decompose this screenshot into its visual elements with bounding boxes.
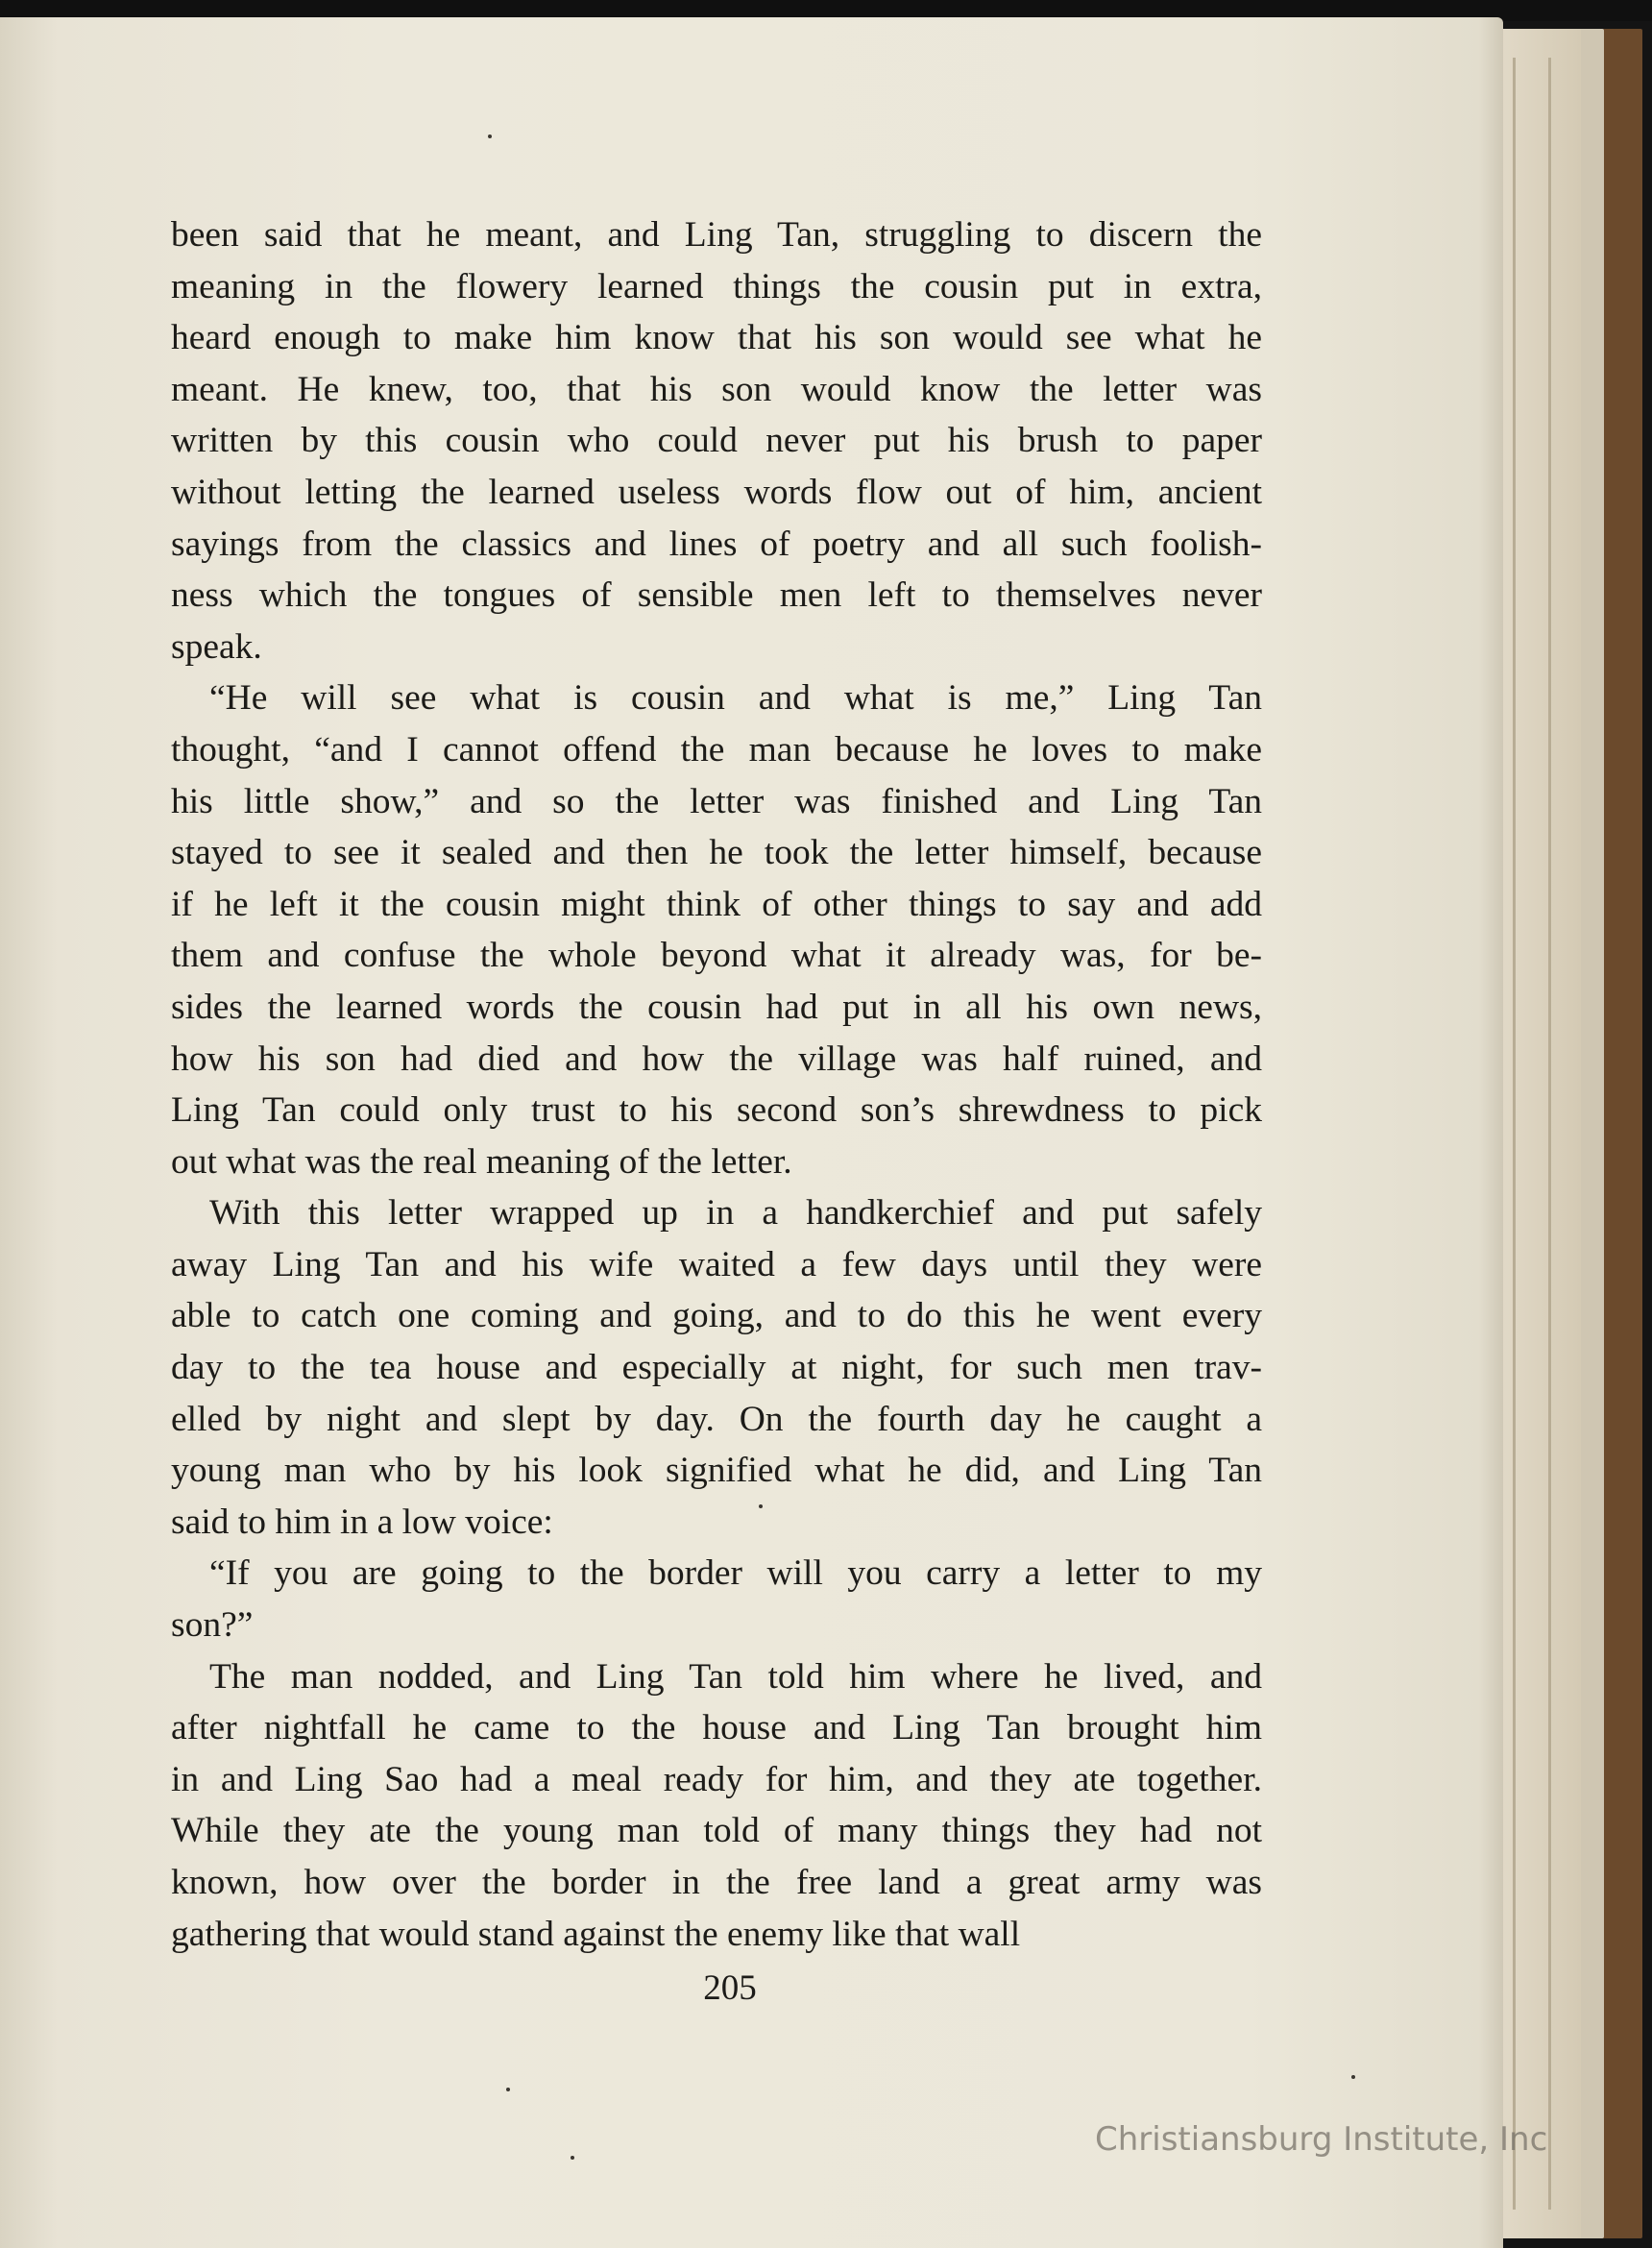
text-line: young man who by his look signified what he did, and Ling Tan: [171, 1451, 1262, 1491]
paragraph: [171, 1548, 1262, 1650]
text-line: how his son had died and how the village was half ruined, and: [171, 1038, 1262, 1079]
page-stack-stripe: [1548, 58, 1551, 2210]
text-line: without letting the learned useless words flow out of him, ancient: [171, 472, 1262, 512]
text-line: been said that he meant, and Ling Tan, struggling to discern the: [171, 215, 1262, 255]
text-line: With this letter wrapped up in a handkerchief and put safely: [209, 1193, 1262, 1234]
paragraph: [171, 209, 1262, 672]
paper-speck: [571, 2156, 574, 2160]
text-line: sayings from the classics and lines of poetry and all such foolish-: [171, 524, 1262, 564]
text-line: his little show,” and so the letter was finished and Ling Tan: [171, 781, 1262, 821]
text-line: sides the learned words the cousin had put in all his own news,: [171, 987, 1262, 1027]
text-line: in and Ling Sao had a meal ready for him, and they ate together.: [171, 1759, 1262, 1799]
body-text: [171, 209, 1262, 1960]
text-line: meant. He knew, too, that his son would know the letter was: [171, 369, 1262, 409]
text-line: son?”: [171, 1605, 254, 1646]
book-page: [0, 17, 1503, 2248]
paper-speck: [506, 2088, 510, 2091]
text-line: them and confuse the whole beyond what it already was, for be-: [171, 936, 1262, 976]
text-line: ness which the tongues of sensible men left to themselves never: [171, 575, 1262, 616]
text-line: heard enough to make him know that his son would see what he: [171, 318, 1262, 358]
text-line: written by this cousin who could never put his brush to paper: [171, 421, 1262, 461]
page-number: 205: [703, 1968, 757, 2008]
paragraph: [171, 1651, 1262, 1961]
text-line: meaning in the flowery learned things the cousin put in extra,: [171, 266, 1262, 306]
paper-speck: [488, 134, 492, 138]
text-line: if he left it the cousin might think of other things to say and add: [171, 884, 1262, 924]
text-line: stayed to see it sealed and then he took the letter himself, because: [171, 833, 1262, 873]
text-line: gathering that would stand against the enemy like that wall: [171, 1914, 1021, 1954]
text-line: Ling Tan could only trust to his second son’s shrewdness to pick: [171, 1090, 1262, 1131]
text-line: “If you are going to the border will you carry a letter to my: [209, 1553, 1262, 1594]
text-line: thought, “and I cannot offend the man because he loves to make: [171, 729, 1262, 770]
text-line: While they ate the young man told of many things they had not: [171, 1811, 1262, 1851]
text-line: speak.: [171, 626, 262, 667]
text-line: elled by night and slept by day. On the fourth day he caught a: [171, 1399, 1262, 1439]
text-line: The man nodded, and Ling Tan told him where he lived, and: [209, 1656, 1262, 1697]
paragraph: [171, 672, 1262, 1187]
watermark: Christiansburg Institute, Inc: [1095, 2120, 1548, 2159]
text-line: out what was the real meaning of the letter.: [171, 1141, 792, 1182]
page-stack-stripe: [1513, 58, 1516, 2210]
text-line: known, how over the border in the free land a great army was: [171, 1863, 1262, 1902]
text-line: said to him in a low voice:: [171, 1502, 553, 1542]
text-line: day to the tea house and especially at night, for such men trav-: [171, 1348, 1262, 1388]
paragraph: [171, 1187, 1262, 1548]
text-line: “He will see what is cousin and what is me,” Ling Tan: [209, 678, 1262, 719]
text-line: able to catch one coming and going, and to do this he went every: [171, 1296, 1262, 1336]
paper-speck: [1351, 2075, 1355, 2079]
text-line: after nightfall he came to the house and Ling Tan brought him: [171, 1708, 1262, 1748]
text-line: away Ling Tan and his wife waited a few days until they were: [171, 1244, 1262, 1284]
